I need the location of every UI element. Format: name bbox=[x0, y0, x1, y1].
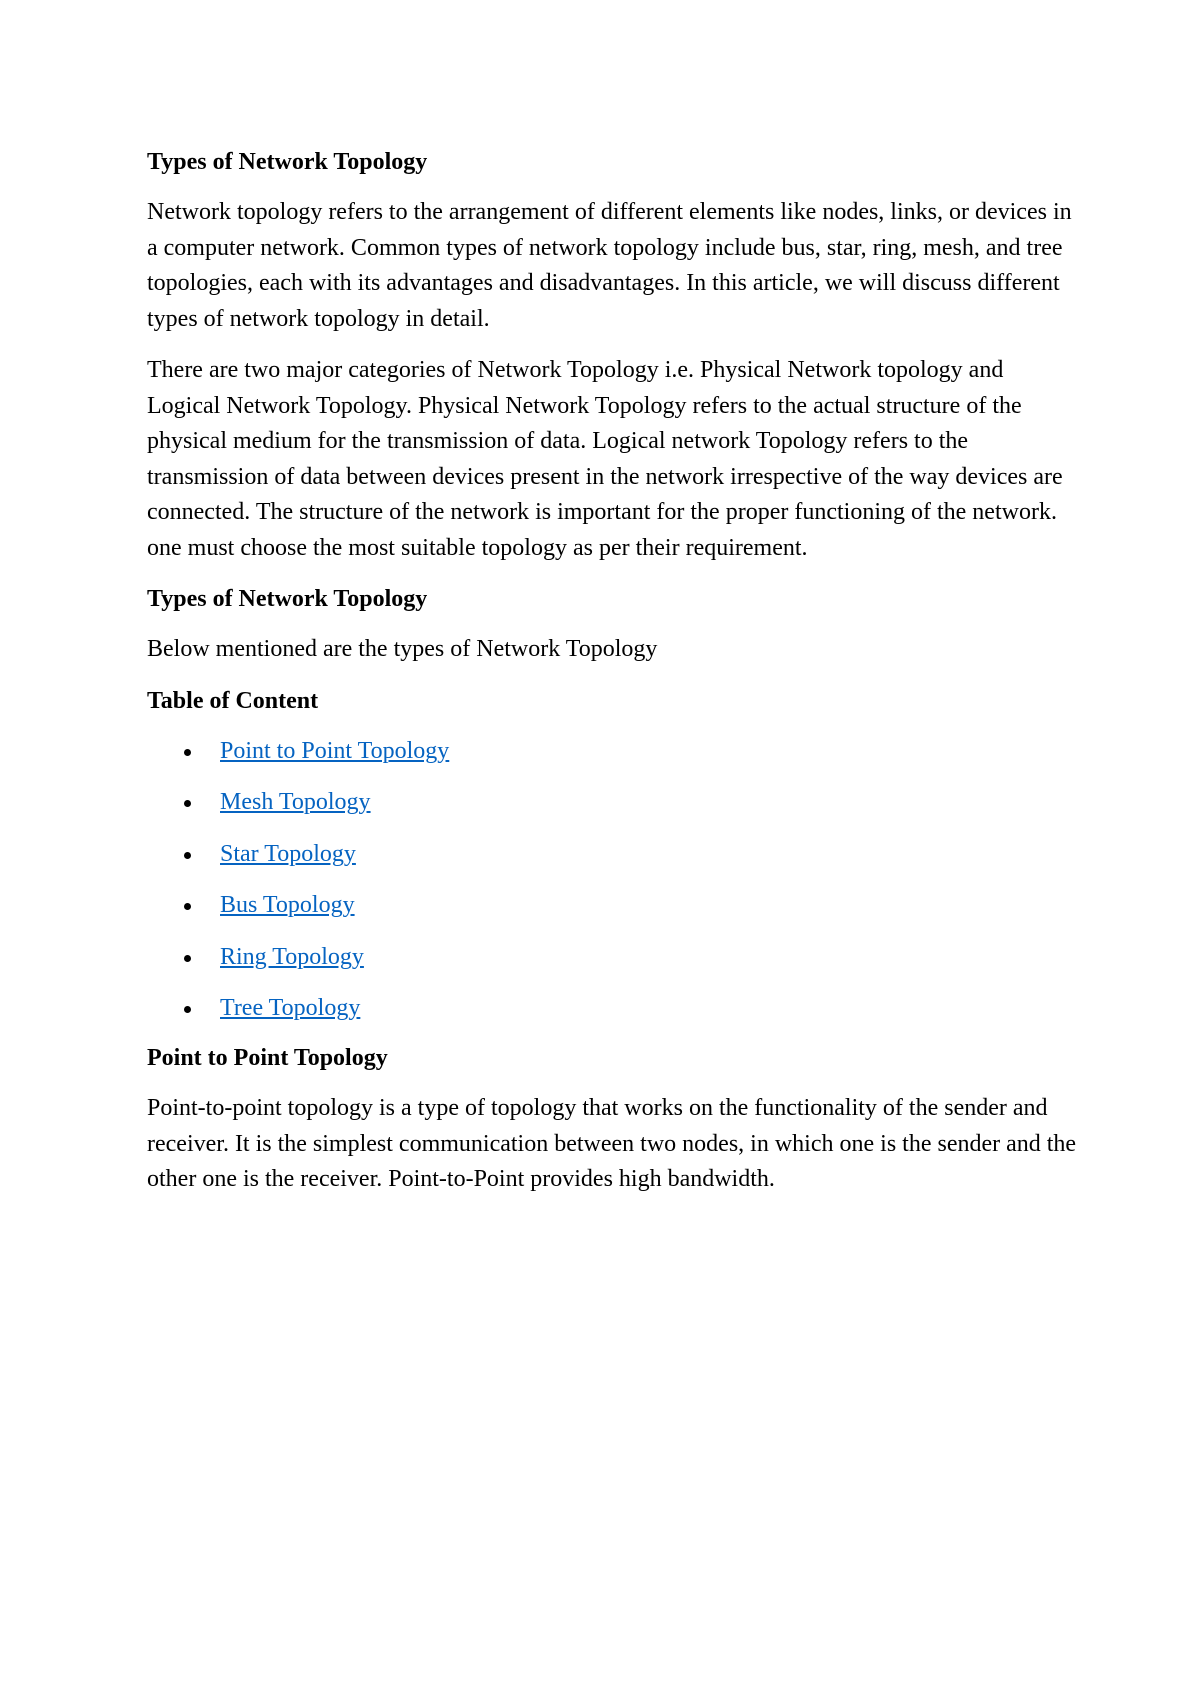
bullet-icon bbox=[184, 852, 191, 859]
toc-link-star[interactable]: Star Topology bbox=[220, 840, 356, 867]
bullet-icon bbox=[184, 749, 191, 756]
toc-link-bus[interactable]: Bus Topology bbox=[220, 892, 355, 918]
bullet-icon bbox=[184, 1006, 191, 1013]
toc-link-point-to-point[interactable]: Point to Point Topology bbox=[220, 737, 450, 764]
toc-item-star bbox=[147, 837, 1077, 871]
toc-heading: Table of Content bbox=[147, 687, 319, 714]
toc-item-point-to-point bbox=[147, 734, 1077, 768]
point-to-point-heading: Point to Point Topology bbox=[147, 1045, 388, 1071]
toc-link-mesh[interactable]: Mesh Topology bbox=[220, 789, 371, 815]
bullet-icon bbox=[184, 903, 191, 910]
toc-item-mesh bbox=[147, 785, 1077, 819]
point-to-point-paragraph: Point-to-point topology is a type of topology that works on the functionality of the sender and receiver. It is the simplest communication between two nodes, in which one is the sender and the other one is the receiver. Point-to-Point provides high bandwidth. bbox=[147, 1095, 1077, 1192]
bullet-icon bbox=[184, 955, 191, 962]
types-heading: Types of Network Topology bbox=[147, 586, 428, 612]
types-intro-paragraph: Below mentioned are the types of Network Topology bbox=[147, 636, 658, 662]
toc-link-ring[interactable]: Ring Topology bbox=[220, 943, 364, 970]
toc-link-tree[interactable]: Tree Topology bbox=[220, 995, 361, 1021]
table-of-contents bbox=[147, 734, 1077, 1026]
bullet-icon bbox=[184, 800, 191, 807]
toc-item-ring bbox=[147, 940, 1077, 974]
document-page bbox=[147, 145, 1077, 1214]
toc-item-tree bbox=[147, 991, 1077, 1025]
page-title: Types of Network Topology bbox=[147, 149, 428, 175]
categories-paragraph: There are two major categories of Network Topology i.e. Physical Network topology and Logical Network Topology. Physical Network Topology refers to the actual structure of the physical medium for the transmission of data. Logical network Topology refers to the transmission of data between devices present in the network irrespective of the way devices are connected. The structure of the network is important for the proper functioning of the network. one must choose the most suitable topology as per their requirement. bbox=[147, 357, 1063, 561]
toc-item-bus bbox=[147, 888, 1077, 922]
intro-paragraph: Network topology refers to the arrangement of different elements like nodes, links, or devices in a computer network. Common types of network topology include bus, star, ring, mesh, and tree topologies, each with its advantages and disadvantages. In this article, we will discuss different types of network topology in detail. bbox=[147, 199, 1072, 332]
